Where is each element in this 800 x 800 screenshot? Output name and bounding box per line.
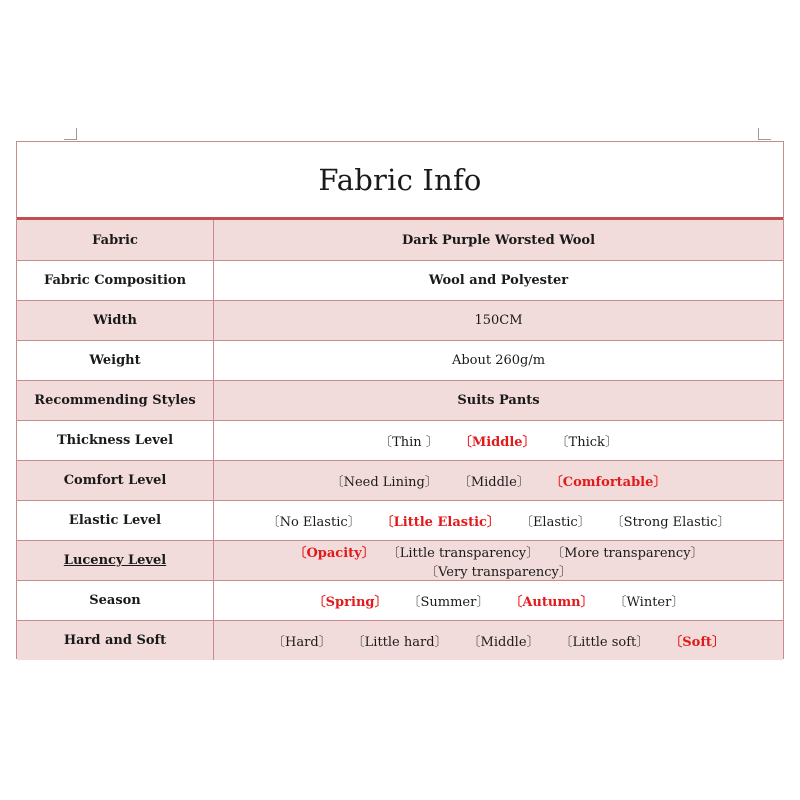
table-row: [17, 581, 783, 621]
option-tag: 〔Spring〕: [312, 595, 388, 610]
option-tag: 〔Thick〕: [555, 435, 618, 450]
option-tag: 〔Comfortable〕: [549, 475, 667, 490]
row-options: [214, 461, 784, 501]
table-row: [17, 501, 783, 541]
option-tag: 〔Elastic〕: [519, 515, 591, 530]
option-tag: 〔Opacity〕: [293, 545, 375, 561]
row-options: [214, 621, 784, 661]
row-label: Elastic Level: [17, 501, 214, 541]
row-value: About 260g/m: [214, 341, 784, 381]
option-tag: 〔Thin 〕: [379, 435, 439, 450]
row-label: [17, 541, 214, 581]
row-label: Recommending Styles: [17, 381, 214, 421]
row-value: Wool and Polyester: [214, 261, 784, 301]
table-row: [17, 220, 783, 261]
row-label: Hard and Soft: [17, 621, 214, 661]
option-tag: 〔Little soft〕: [559, 635, 650, 650]
title-row: [17, 142, 783, 220]
row-label-text: Lucency Level: [63, 553, 167, 568]
option-tag: 〔Hard〕: [272, 635, 332, 650]
row-label: Fabric Composition: [17, 261, 214, 301]
option-tag: 〔Little hard〕: [351, 635, 448, 650]
row-options: [214, 421, 784, 461]
option-tag: 〔Strong Elastic〕: [610, 515, 731, 530]
table-row: [17, 301, 783, 341]
fabric-info-table: [16, 141, 784, 659]
table-row: [17, 421, 783, 461]
crop-mark: [758, 139, 771, 140]
table-row: [17, 261, 783, 301]
option-tag: 〔Need Lining〕: [330, 475, 438, 490]
row-options: [214, 541, 784, 581]
row-options: [214, 581, 784, 621]
row-value: Suits Pants: [214, 381, 784, 421]
option-tag: 〔Very transparency〕: [425, 564, 572, 580]
row-label: Thickness Level: [17, 421, 214, 461]
option-tag: 〔Little transparency〕: [386, 545, 540, 561]
row-label: Comfort Level: [17, 461, 214, 501]
row-value: 150CM: [214, 301, 784, 341]
table-row: [17, 341, 783, 381]
option-tag: 〔Winter〕: [613, 595, 685, 610]
option-tag: 〔Summer〕: [407, 595, 490, 610]
option-tag: 〔Middle〕: [467, 635, 540, 650]
row-label: Fabric: [17, 220, 214, 261]
table-row: [17, 461, 783, 501]
option-tag: 〔Little Elastic〕: [380, 515, 500, 530]
row-value: Dark Purple Worsted Wool: [214, 220, 784, 261]
row-label: Width: [17, 301, 214, 341]
row-label: Season: [17, 581, 214, 621]
row-label: Weight: [17, 341, 214, 381]
crop-mark: [64, 139, 77, 140]
option-tag: 〔Middle〕: [458, 435, 536, 450]
table-row: [17, 541, 783, 581]
option-tag: 〔Soft〕: [669, 635, 725, 650]
option-tag: 〔No Elastic〕: [266, 515, 361, 530]
spec-table: [17, 220, 783, 660]
table-row: [17, 621, 783, 661]
table-row: [17, 381, 783, 421]
option-tag: 〔Middle〕: [457, 475, 530, 490]
page-title: Fabric Info: [318, 162, 482, 197]
row-options: [214, 501, 784, 541]
option-tag: 〔More transparency〕: [551, 545, 704, 561]
option-tag: 〔Autumn〕: [509, 595, 594, 610]
